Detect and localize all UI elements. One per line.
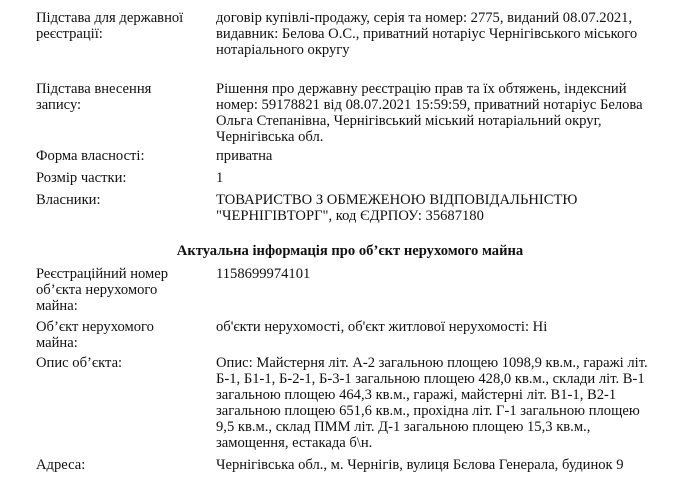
field-label: Адреса: (36, 457, 86, 473)
field-value: об'єкти нерухомості, об'єкт житлової нерухомості: Ні (216, 319, 548, 335)
field-label: Форма власності: (36, 148, 145, 164)
field-label: Підстава внесення запису: (36, 81, 152, 113)
field-label: Об’єкт нерухомого майна: (36, 319, 154, 351)
field-value: ТОВАРИСТВО З ОБМЕЖЕНОЮ ВІДПОВІДАЛЬНІСТЮ "ЧЕРНІГІВТОРГ", код ЄДРПОУ: 35687180 (216, 192, 578, 224)
field-value: Рішення про державну реєстрацію прав та їх обтяжень, індексний номер: 59178821 від 08.07.2021 15:59:59, приватний нотаріус Белова Ольга Степанівна, Чернігівський міський нотаріальний округ, Чернігівська обл. (216, 81, 643, 145)
field-label: Реєстраційний номер об’єкта нерухомого майна: (36, 266, 169, 314)
field-value: 1 (216, 170, 224, 186)
field-label: Підстава для державної реєстрації: (36, 10, 184, 42)
field-value: 1158699974101 (216, 266, 311, 282)
field-label: Опис об’єкта: (36, 355, 123, 371)
field-value: приватна (216, 148, 273, 164)
field-value: Чернігівська обл., м. Чернігів, вулиця Бєлова Генерала, будинок 9 (216, 457, 624, 473)
section-heading: Актуальна інформація про об’єкт нерухомого майна (176, 243, 524, 259)
field-value: Опис: Майстерня літ. А-2 загальною площею 1098,9 кв.м., гаражі літ. Б-1, Б1-1, Б-2-1, Б-3-1 загальною площею 428,0 кв.м., склади літ. В-1 загальною площею 464,3 кв.м., гаражі, майстерні літ. В1-1, В2-1 загальною площею 651,6 кв.м., прохідна літ. Г-1 загальною площею 9,5 кв.м., склад ПММ літ. Д-1 загальною площею 15,3 кв.м., замощення, естакада б\н. (216, 355, 648, 451)
field-label: Розмір частки: (36, 170, 127, 186)
field-value: договір купівлі-продажу, серія та номер: 2775, виданий 08.07.2021, видавник: Белова О.С., приватний нотаріус Чернігівського міського нотаріального округу (216, 10, 638, 58)
field-label: Власники: (36, 192, 101, 208)
